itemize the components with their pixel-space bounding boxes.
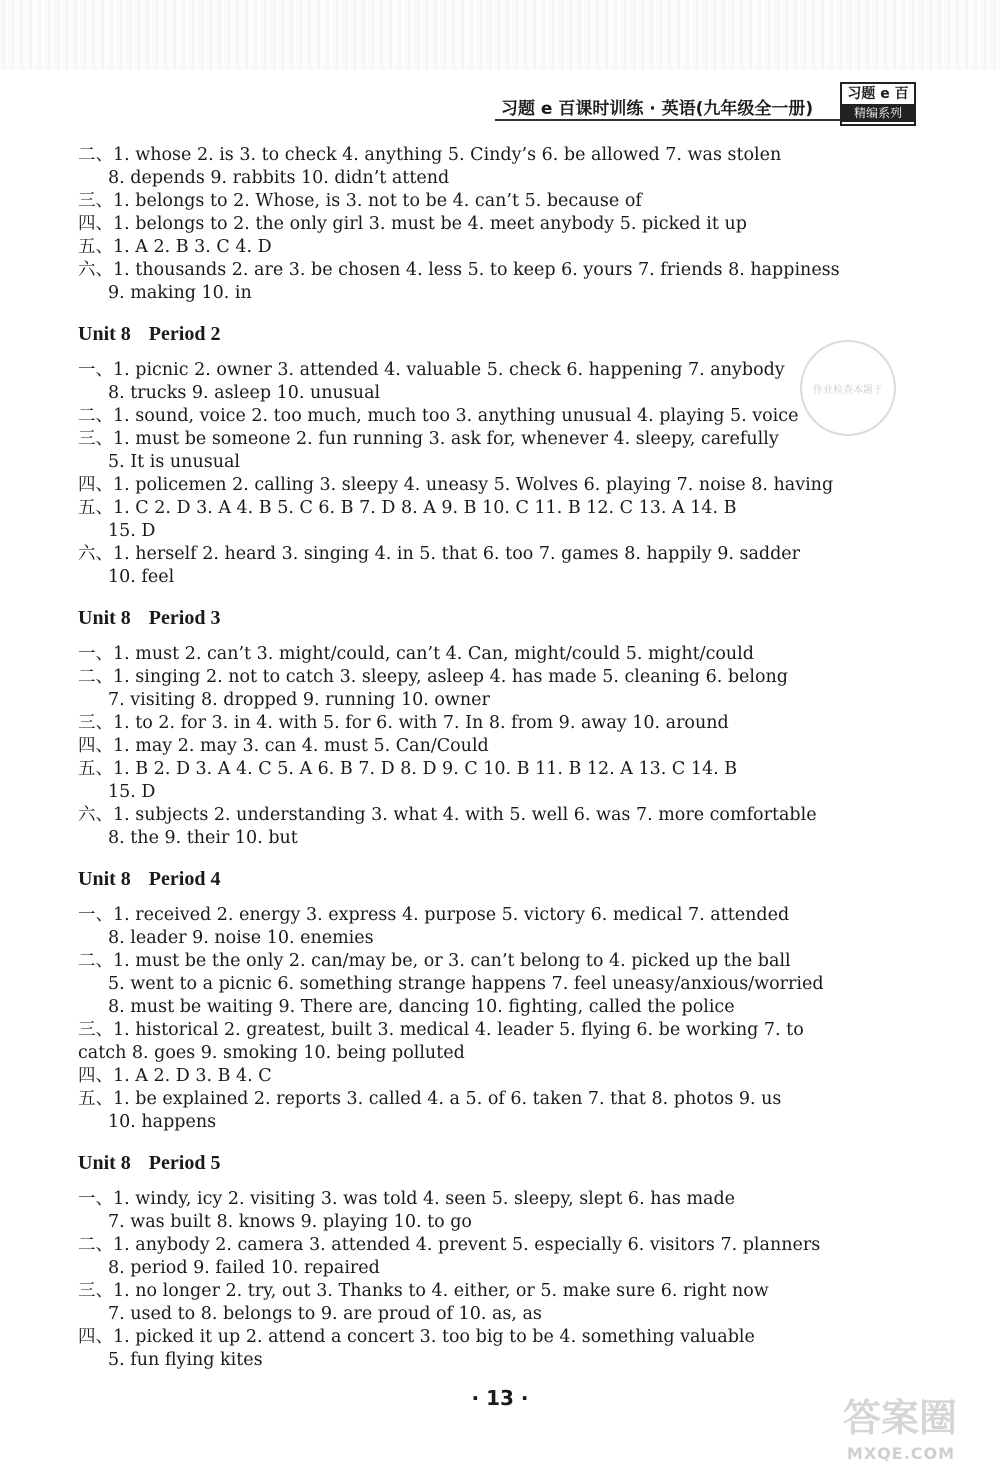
answer-line: 8. leader 9. noise 10. enemies — [108, 928, 374, 948]
period-label: Period 5 — [148, 1152, 221, 1174]
answer-line: 一、1. must 2. can’t 3. might/could, can’t 4. Can, might/could 5. might/could — [78, 644, 754, 664]
answer-line: 5. It is unusual — [108, 452, 241, 472]
answer-line: 8. the 9. their 10. but — [108, 828, 298, 848]
answer-line: 5. went to a picnic 6. something strange happens 7. feel uneasy/anxious/worried — [108, 974, 824, 994]
badge-top-text: 习题 e 百 — [847, 86, 909, 102]
answer-line: 一、1. received 2. energy 3. express 4. purpose 5. victory 6. medical 7. attended — [78, 905, 790, 925]
answer-line: 10. happens — [108, 1112, 217, 1132]
answer-line: 一、1. windy, icy 2. visiting 3. was told 4. seen 5. sleepy, slept 6. has made — [78, 1189, 736, 1209]
answer-line: catch 8. goes 9. smoking 10. being polluted — [78, 1043, 465, 1063]
answer-line: 7. visiting 8. dropped 9. running 10. owner — [108, 690, 490, 710]
scan-top-edge — [0, 0, 1000, 70]
unit-label: Unit 8 — [78, 323, 131, 345]
page-header — [495, 82, 919, 126]
watermark-logo — [816, 1392, 986, 1462]
answer-line: 五、1. be explained 2. reports 3. called 4. a 5. of 6. taken 7. that 8. photos 9. us — [78, 1089, 782, 1109]
answer-line: 六、1. thousands 2. are 3. be chosen 4. less 5. to keep 6. yours 7. friends 8. happiness — [78, 260, 840, 280]
answer-line: 四、1. policemen 2. calling 3. sleepy 4. uneasy 5. Wolves 6. playing 7. noise 8. having — [78, 475, 834, 495]
answer-line: 三、1. no longer 2. try, out 3. Thanks to 4. either, or 5. make sure 6. right now — [78, 1281, 769, 1301]
answer-line: 四、1. may 2. may 3. can 4. must 5. Can/Could — [78, 736, 489, 756]
page-number: · 13 · — [471, 1386, 529, 1410]
answer-line: 二、1. must be the only 2. can/may be, or 3. can’t belong to 4. picked up the ball — [78, 951, 791, 971]
answer-line: 六、1. subjects 2. understanding 3. what 4. with 5. well 6. was 7. more comfortable — [78, 805, 817, 825]
answer-line: 一、1. picnic 2. owner 3. attended 4. valuable 5. check 6. happening 7. anybody — [78, 360, 785, 380]
unit-period-heading — [78, 321, 918, 347]
answer-line: 四、1. belongs to 2. the only girl 3. must be 4. meet anybody 5. picked it up — [78, 214, 747, 234]
answer-line: 8. trucks 9. asleep 10. unusual — [108, 383, 381, 403]
answer-line: 5. fun flying kites — [108, 1350, 263, 1370]
answer-line: 8. depends 9. rabbits 10. didn’t attend — [108, 168, 450, 188]
answer-line: 15. D — [108, 782, 156, 802]
answer-line: 四、1. A 2. D 3. B 4. C — [78, 1066, 272, 1086]
answer-line: 三、1. belongs to 2. Whose, is 3. not to be 4. can’t 5. because of — [78, 191, 642, 211]
unit-label: Unit 8 — [78, 868, 131, 890]
answer-line: 三、1. must be someone 2. fun running 3. ask for, whenever 4. sleepy, carefully — [78, 429, 779, 449]
period-label: Period 4 — [148, 868, 221, 890]
answer-line: 8. period 9. failed 10. repaired — [108, 1258, 380, 1278]
header-rule — [495, 119, 840, 121]
answer-line: 8. must be waiting 9. There are, dancing 10. fighting, called the police — [108, 997, 735, 1017]
unit-period-heading — [78, 866, 918, 892]
answer-line: 五、1. A 2. B 3. C 4. D — [78, 237, 272, 257]
answer-line: 六、1. herself 2. heard 3. singing 4. in 5. that 6. too 7. games 8. happily 9. sadder — [78, 544, 801, 564]
answer-line: 二、1. whose 2. is 3. to check 4. anything 5. Cindy’s 6. be allowed 7. was stolen — [78, 145, 782, 165]
answer-line: 五、1. C 2. D 3. A 4. B 5. C 6. B 7. D 8. A 9. B 10. C 11. B 12. C 13. A 14. B — [78, 498, 737, 518]
period-label: Period 3 — [148, 607, 221, 629]
answer-line: 二、1. sound, voice 2. too much, much too 3. anything unusual 4. playing 5. voice — [78, 406, 799, 426]
period-label: Period 2 — [148, 323, 221, 345]
header-title: 习题 e 百课时训练 · 英语(九年级全一册) — [501, 99, 814, 119]
unit-label: Unit 8 — [78, 1152, 131, 1174]
answer-line: 15. D — [108, 521, 156, 541]
answer-line: 四、1. picked it up 2. attend a concert 3. too big to be 4. something valuable — [78, 1327, 755, 1347]
answer-line: 7. used to 8. belongs to 9. are proud of 10. as, as — [108, 1304, 542, 1324]
stamp-text: 作业检查本题于 — [813, 384, 883, 396]
unit-period-heading — [78, 1150, 918, 1176]
check-stamp — [800, 340, 896, 436]
answer-line: 三、1. historical 2. greatest, built 3. medical 4. leader 5. flying 6. be working 7. to — [78, 1020, 804, 1040]
answer-line: 二、1. singing 2. not to catch 3. sleepy, asleep 4. has made 5. cleaning 6. belong — [78, 667, 788, 687]
answer-key-content — [78, 144, 918, 1372]
answer-line: 9. making 10. in — [108, 283, 252, 303]
watermark-url: MXQE.COM — [846, 1444, 956, 1463]
answer-line: 三、1. to 2. for 3. in 4. with 5. for 6. with 7. In 8. from 9. away 10. around — [78, 713, 729, 733]
answer-line: 五、1. B 2. D 3. A 4. C 5. A 6. B 7. D 8. D 9. C 10. B 11. B 12. A 13. C 14. B — [78, 759, 738, 779]
answer-line: 10. feel — [108, 567, 175, 587]
answer-line: 二、1. anybody 2. camera 3. attended 4. prevent 5. especially 6. visitors 7. planners — [78, 1235, 821, 1255]
unit-period-heading — [78, 605, 918, 631]
badge-bottom-text: 精编系列 — [842, 104, 914, 122]
watermark-logo-glyph: 答案圈 — [842, 1396, 957, 1440]
unit-label: Unit 8 — [78, 607, 131, 629]
series-badge — [840, 82, 916, 126]
answer-line: 7. was built 8. knows 9. playing 10. to go — [108, 1212, 472, 1232]
